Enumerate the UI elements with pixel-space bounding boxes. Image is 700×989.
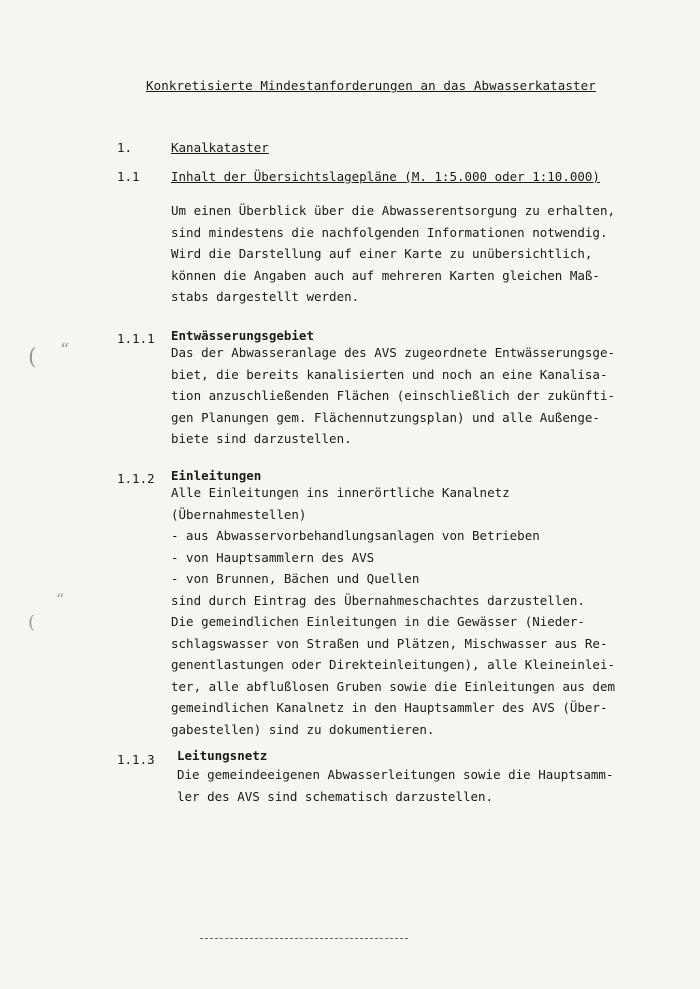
text-line: genentlastungen oder Direkteinleitungen), alle Kleineinlei-	[171, 657, 616, 672]
paragraph	[171, 200, 615, 308]
section-number: 1.	[117, 140, 133, 155]
punch-hole-mark: “	[56, 590, 65, 609]
text-line: schlagswasser von Straßen und Plätzen, Mischwasser aus Re-	[171, 635, 608, 651]
paragraph	[171, 342, 615, 450]
text-line: Alle Einleitungen ins innerörtliche Kanalnetz	[171, 485, 510, 500]
list-item: - von Brunnen, Bächen und Quellen	[171, 571, 420, 586]
text-line: gen Planungen gem. Flächennutzungsplan) und alle Außenge-	[171, 409, 600, 425]
text-line: biete sind darzustellen.	[171, 431, 352, 446]
text-line: Das der Abwasseranlage des AVS zugeordnete Entwässerungsge-	[171, 345, 616, 360]
punch-hole-mark: (	[28, 345, 37, 370]
text-line: Die gemeindeeigenen Abwasserleitungen sowie die Hauptsamm-	[177, 767, 614, 782]
list-item: - von Hauptsammlern des AVS	[171, 549, 375, 565]
text-line: sind mindestens die nachfolgenden Informationen notwendig.	[171, 224, 608, 240]
text-line: tion anzuschließenden Flächen (einschließlich der zukünfti-	[171, 388, 616, 403]
section-heading: Entwässerungsgebiet	[171, 328, 314, 343]
text-line: ler des AVS sind schematisch darzustellen.	[177, 788, 494, 804]
text-line: (Übernahmestellen)	[171, 506, 307, 522]
text-line: biet, die bereits kanalisierten und noch an eine Kanalisa-	[171, 366, 608, 382]
text-line: sind durch Eintrag des Übernahmeschachtes darzustellen.	[171, 592, 585, 608]
section-number: 1.1.1	[117, 331, 155, 346]
section-number: 1.1.3	[117, 752, 155, 767]
text-line: können die Angaben auch auf mehreren Karten gleichen Maß-	[171, 267, 600, 283]
section-heading: Inhalt der Übersichtslagepläne (M. 1:5.000 oder 1:10.000)	[171, 169, 600, 184]
section-heading: Leitungsnetz	[177, 748, 268, 763]
section-number: 1.1.2	[117, 471, 155, 486]
paragraph	[177, 764, 614, 807]
text-line: stabs dargestellt werden.	[171, 289, 360, 304]
section-heading: Kanalkataster	[171, 140, 269, 155]
text-line: gabestellen) sind zu dokumentieren.	[171, 721, 435, 737]
text-line: Die gemeindlichen Einleitungen in die Gewässer (Nieder-	[171, 614, 585, 629]
punch-hole-mark: (	[28, 612, 36, 633]
text-line: gemeindlichen Kanalnetz in den Hauptsammler des AVS (Über-	[171, 700, 608, 715]
footer-rule	[200, 938, 408, 939]
paragraph	[171, 482, 615, 740]
document-title: Konkretisierte Mindestanforderungen an das Abwasserkataster	[146, 78, 596, 93]
text-line: Um einen Überblick über die Abwasserentsorgung zu erhalten,	[171, 203, 616, 218]
text-line: ter, alle abflußlosen Gruben sowie die Einleitungen aus dem	[171, 678, 616, 694]
section-heading: Einleitungen	[171, 468, 262, 483]
list-item: - aus Abwasservorbehandlungsanlagen von Betrieben	[171, 528, 540, 543]
punch-hole-mark: “	[60, 340, 70, 361]
text-line: Wird die Darstellung auf einer Karte zu unübersichtlich,	[171, 246, 593, 261]
section-number: 1.1	[117, 169, 140, 184]
